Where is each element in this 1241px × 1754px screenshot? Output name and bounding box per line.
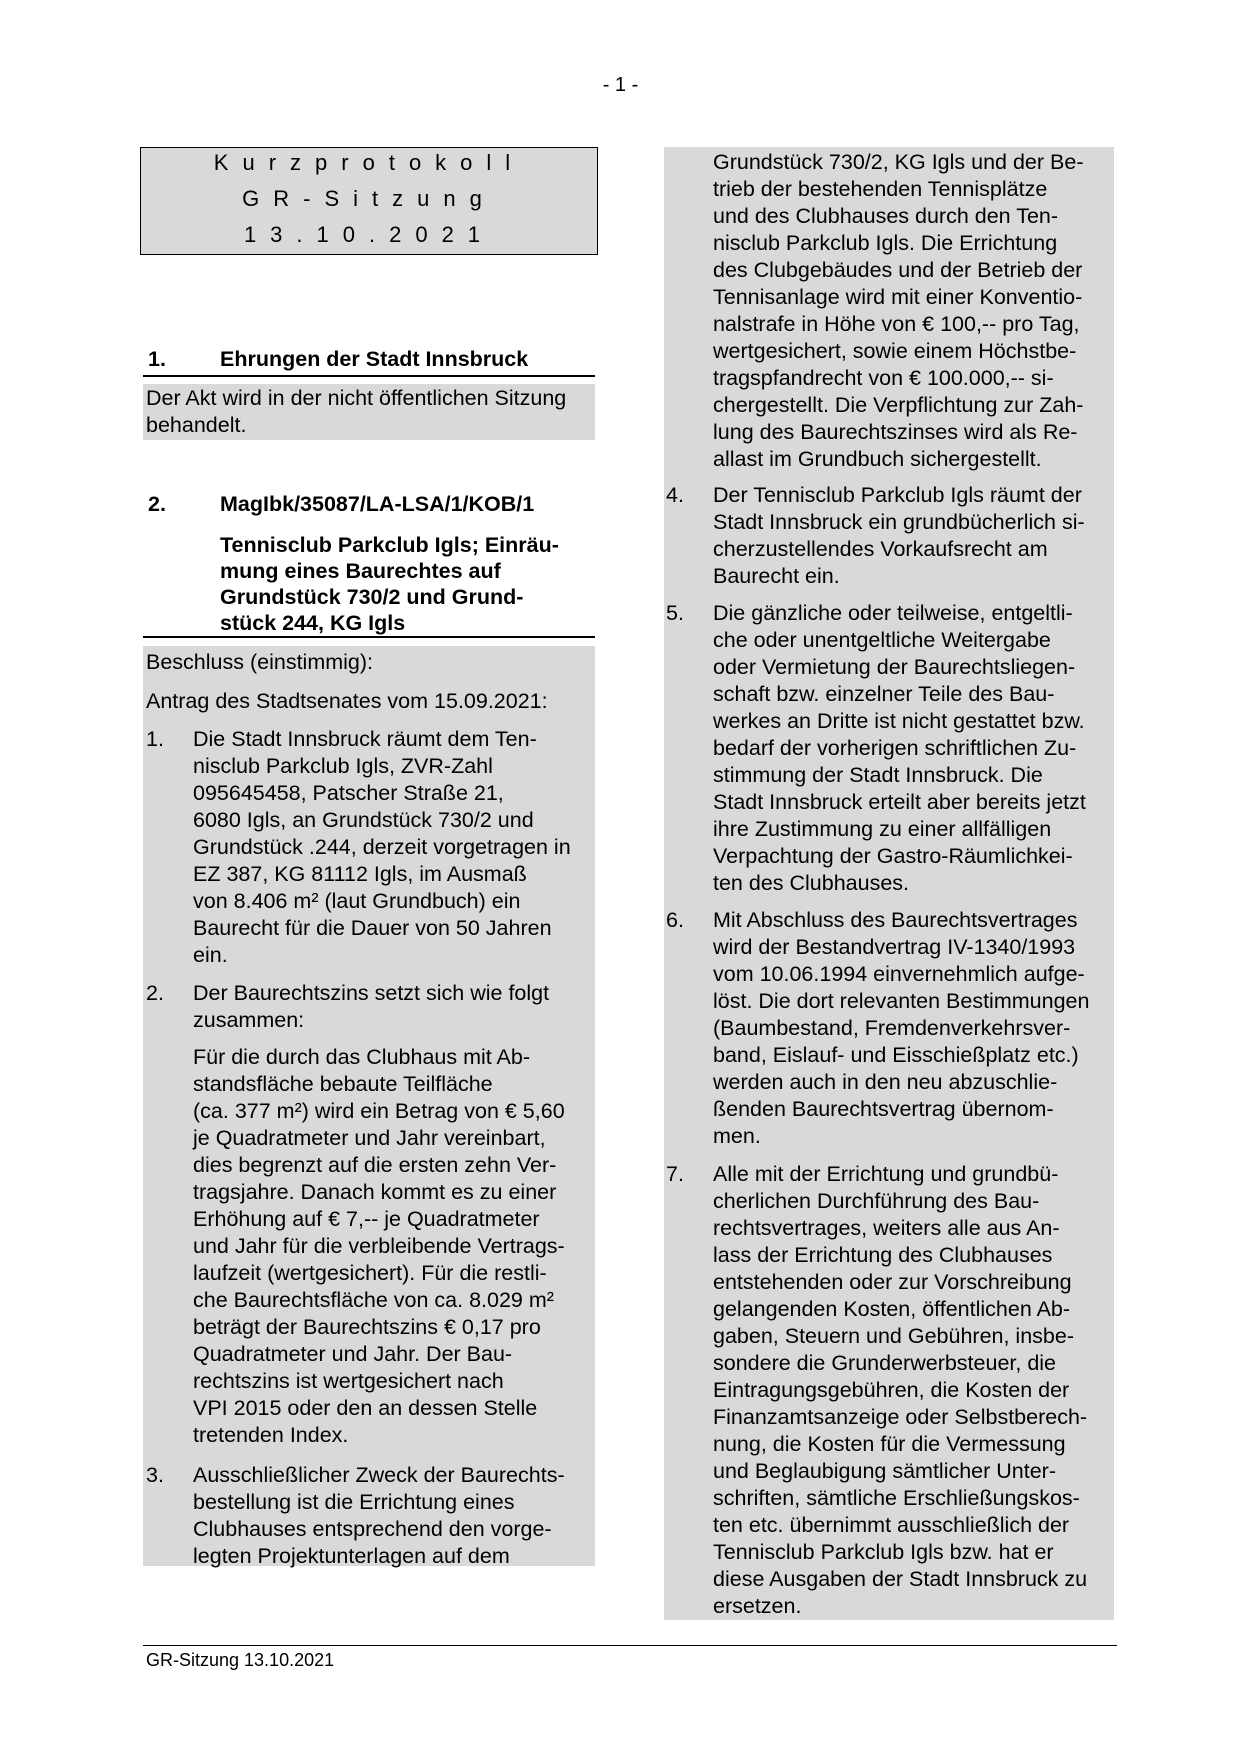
title-date: 13.10.2021 — [243, 222, 495, 247]
item1-heading: Ehrungen der Stadt Innsbruck — [220, 347, 529, 371]
point-line: legten Projektunterlagen auf dem — [193, 1544, 510, 1568]
point-line: löst. Die dort relevanten Bestimmungen — [713, 989, 1090, 1013]
point-number: 7. — [666, 1162, 684, 1186]
point-line: Baurecht für die Dauer von 50 Jahren — [193, 916, 552, 940]
point-line: bestellung ist die Errichtung eines — [193, 1490, 515, 1514]
point-line: cherlichen Durchführung des Bau- — [713, 1189, 1040, 1213]
point-line: ten etc. übernimmt ausschließlich der — [713, 1513, 1070, 1537]
point-line: gaben, Steuern und Gebühren, insbe- — [713, 1324, 1074, 1348]
point-line: (Baumbestand, Fremdenverkehrsver- — [713, 1016, 1071, 1040]
point-line: rechtszins ist wertgesichert nach — [193, 1369, 504, 1393]
point-line: und des Clubhauses durch den Ten- — [713, 204, 1059, 228]
point-number: 2. — [146, 981, 164, 1005]
point-line: dies begrenzt auf die ersten zehn Ver- — [193, 1153, 557, 1177]
point-line: trieb der bestehenden Tennisplätze — [713, 177, 1048, 201]
item1-body-line: Der Akt wird in der nicht öffentlichen Sitzung — [146, 386, 567, 410]
point-line: schriften, sämtliche Erschließungskos- — [713, 1486, 1080, 1510]
point-line: von 8.406 m² (laut Grundbuch) ein — [193, 889, 521, 913]
item2-rule — [143, 636, 595, 638]
point-line: 6080 Igls, an Grundstück 730/2 und — [193, 808, 534, 832]
point-line: Für die durch das Clubhaus mit Ab- — [193, 1045, 530, 1069]
point-line: und Beglaubigung sämtlicher Unter- — [713, 1459, 1057, 1483]
point-line: zusammen: — [193, 1008, 305, 1032]
left-column-body — [143, 646, 595, 1566]
point-line: ein. — [193, 943, 228, 967]
item2-number: 2. — [148, 492, 166, 516]
point-line: men. — [713, 1124, 761, 1148]
point-line: laufzeit (wertgesichert). Für die restli- — [193, 1261, 547, 1285]
point-line: Baurecht ein. — [713, 564, 840, 588]
point-line: beträgt der Baurechtszins € 0,17 pro — [193, 1315, 541, 1339]
point-line: tretenden Index. — [193, 1423, 349, 1447]
point-line: Der Baurechtszins setzt sich wie folgt — [193, 981, 550, 1005]
point-line: ßenden Baurechtsvertrag übernom- — [713, 1097, 1054, 1121]
point-line: nisclub Parkclub Igls, ZVR-Zahl — [193, 754, 493, 778]
point-line: cherzustellendes Vorkaufsrecht am — [713, 537, 1048, 561]
motion-text: Antrag des Stadtsenates vom 15.09.2021: — [146, 689, 548, 713]
point-line: 095645458, Patscher Straße 21, — [193, 781, 504, 805]
item2-subject-line: mung eines Baurechtes auf — [220, 559, 501, 583]
point-line: ten des Clubhauses. — [713, 871, 910, 895]
item1-body-line: behandelt. — [146, 413, 247, 437]
item2-file-ref: MagIbk/35087/LA-LSA/1/KOB/1 — [220, 492, 535, 516]
point-line: Finanzamtsanzeige oder Selbstberech- — [713, 1405, 1088, 1429]
item1-number: 1. — [148, 347, 166, 371]
point-line: VPI 2015 oder den an dessen Stelle — [193, 1396, 538, 1420]
point-number: 6. — [666, 908, 684, 932]
point-line: Grundstück .244, derzeit vorgetragen in — [193, 835, 571, 859]
point-line: werden auch in den neu abzuschlie- — [713, 1070, 1058, 1094]
point-line: schaft bzw. einzelner Teile des Bau- — [713, 682, 1055, 706]
point-line: lass der Errichtung des Clubhauses — [713, 1243, 1053, 1267]
point-line: Quadratmeter und Jahr. Der Bau- — [193, 1342, 513, 1366]
point-line: Grundstück 730/2, KG Igls und der Be- — [713, 150, 1084, 174]
point-line: tragsjahre. Danach kommt es zu einer — [193, 1180, 557, 1204]
point-line: wertgesichert, sowie einem Höchstbe- — [713, 339, 1077, 363]
point-line: Ausschließlicher Zweck der Baurechts- — [193, 1463, 565, 1487]
point-line: che oder unentgeltliche Weitergabe — [713, 628, 1051, 652]
point-line: lung des Baurechtszinses wird als Re- — [713, 420, 1078, 444]
point-line: wird der Bestandvertrag IV-1340/1993 — [713, 935, 1076, 959]
point-line: Tennisanlage wird mit einer Konventio- — [713, 285, 1083, 309]
point-line: diese Ausgaben der Stadt Innsbruck zu — [713, 1567, 1088, 1591]
point-line: ersetzen. — [713, 1594, 802, 1618]
point-number: 1. — [146, 727, 164, 751]
item2-subject-line: stück 244, KG Igls — [220, 611, 406, 635]
point-number: 5. — [666, 601, 684, 625]
point-line: gelangenden Kosten, öffentlichen Ab- — [713, 1297, 1071, 1321]
point-line: sondere die Grunderwerbsteuer, die — [713, 1351, 1057, 1375]
point-number: 4. — [666, 483, 684, 507]
right-column-body — [664, 147, 1114, 1620]
page-number: - 1 - — [602, 74, 639, 96]
point-line: standsfläche bebaute Teilfläche — [193, 1072, 493, 1096]
point-line: je Quadratmeter und Jahr vereinbart, — [193, 1126, 546, 1150]
point-line: oder Vermietung der Baurechtsliegen- — [713, 655, 1076, 679]
point-line: chergestellt. Die Verpflichtung zur Zah- — [713, 393, 1084, 417]
point-line: Erhöhung auf € 7,-- je Quadratmeter — [193, 1207, 540, 1231]
point-number: 3. — [146, 1463, 164, 1487]
item2-subject-line: Grundstück 730/2 und Grund- — [220, 585, 524, 609]
point-line: des Clubgebäudes und der Betrieb der — [713, 258, 1083, 282]
point-line: Stadt Innsbruck erteilt aber bereits jetzt — [713, 790, 1086, 814]
point-line: band, Eislauf- und Eisschießplatz etc.) — [713, 1043, 1079, 1067]
point-line: Die Stadt Innsbruck räumt dem Ten- — [193, 727, 537, 751]
point-line: Der Tennisclub Parkclub Igls räumt der — [713, 483, 1082, 507]
point-line: EZ 387, KG 81112 Igls, im Ausmaß — [193, 862, 527, 886]
footer-text: GR-Sitzung 13.10.2021 — [146, 1650, 335, 1670]
item1-body-block — [143, 384, 595, 440]
point-line: und Jahr für die verbleibende Vertrags- — [193, 1234, 565, 1258]
title-box — [140, 147, 598, 255]
point-line: entstehenden oder zur Vorschreibung — [713, 1270, 1072, 1294]
point-line: Stadt Innsbruck ein grundbücherlich si- — [713, 510, 1085, 534]
point-line: ihre Zustimmung zu einer allfälligen — [713, 817, 1052, 841]
decision-text: Beschluss (einstimmig): — [146, 650, 373, 674]
point-line: che Baurechtsfläche von ca. 8.029 m² — [193, 1288, 554, 1312]
point-line: Die gänzliche oder teilweise, entgeltli- — [713, 601, 1073, 625]
point-line: nisclub Parkclub Igls. Die Errichtung — [713, 231, 1058, 255]
footer-rule — [143, 1645, 1117, 1646]
point-line: stimmung der Stadt Innsbruck. Die — [713, 763, 1043, 787]
point-line: werkes an Dritte ist nicht gestattet bzw. — [713, 709, 1085, 733]
item1-rule — [143, 375, 595, 377]
point-line: rechtsvertrages, weiters alle aus An- — [713, 1216, 1060, 1240]
point-line: tragspfandrecht von € 100.000,-- si- — [713, 366, 1054, 390]
point-line: (ca. 377 m²) wird ein Betrag von € 5,60 — [193, 1099, 565, 1123]
point-line: nalstrafe in Höhe von € 100,-- pro Tag, — [713, 312, 1080, 336]
point-line: Mit Abschluss des Baurechtsvertrages — [713, 908, 1078, 932]
point-line: nung, die Kosten für die Vermessung — [713, 1432, 1066, 1456]
point-line: Verpachtung der Gastro-Räumlichkei- — [713, 844, 1073, 868]
point-line: bedarf der vorherigen schriftlichen Zu- — [713, 736, 1077, 760]
point-line: Tennisclub Parkclub Igls bzw. hat er — [713, 1540, 1054, 1564]
title-kurzprotokoll: Kurzprotokoll — [213, 150, 525, 175]
point-line: Clubhauses entsprechend den vorge- — [193, 1517, 552, 1541]
point-line: allast im Grundbuch sichergestellt. — [713, 447, 1042, 471]
title-session: GR-Sitzung — [242, 186, 496, 211]
item2-subject-line: Tennisclub Parkclub Igls; Einräu- — [220, 533, 559, 557]
point-line: Alle mit der Errichtung und grundbü- — [713, 1162, 1059, 1186]
point-line: vom 10.06.1994 einvernehmlich aufge- — [713, 962, 1085, 986]
point-line: Eintragungsgebühren, die Kosten der — [713, 1378, 1070, 1402]
